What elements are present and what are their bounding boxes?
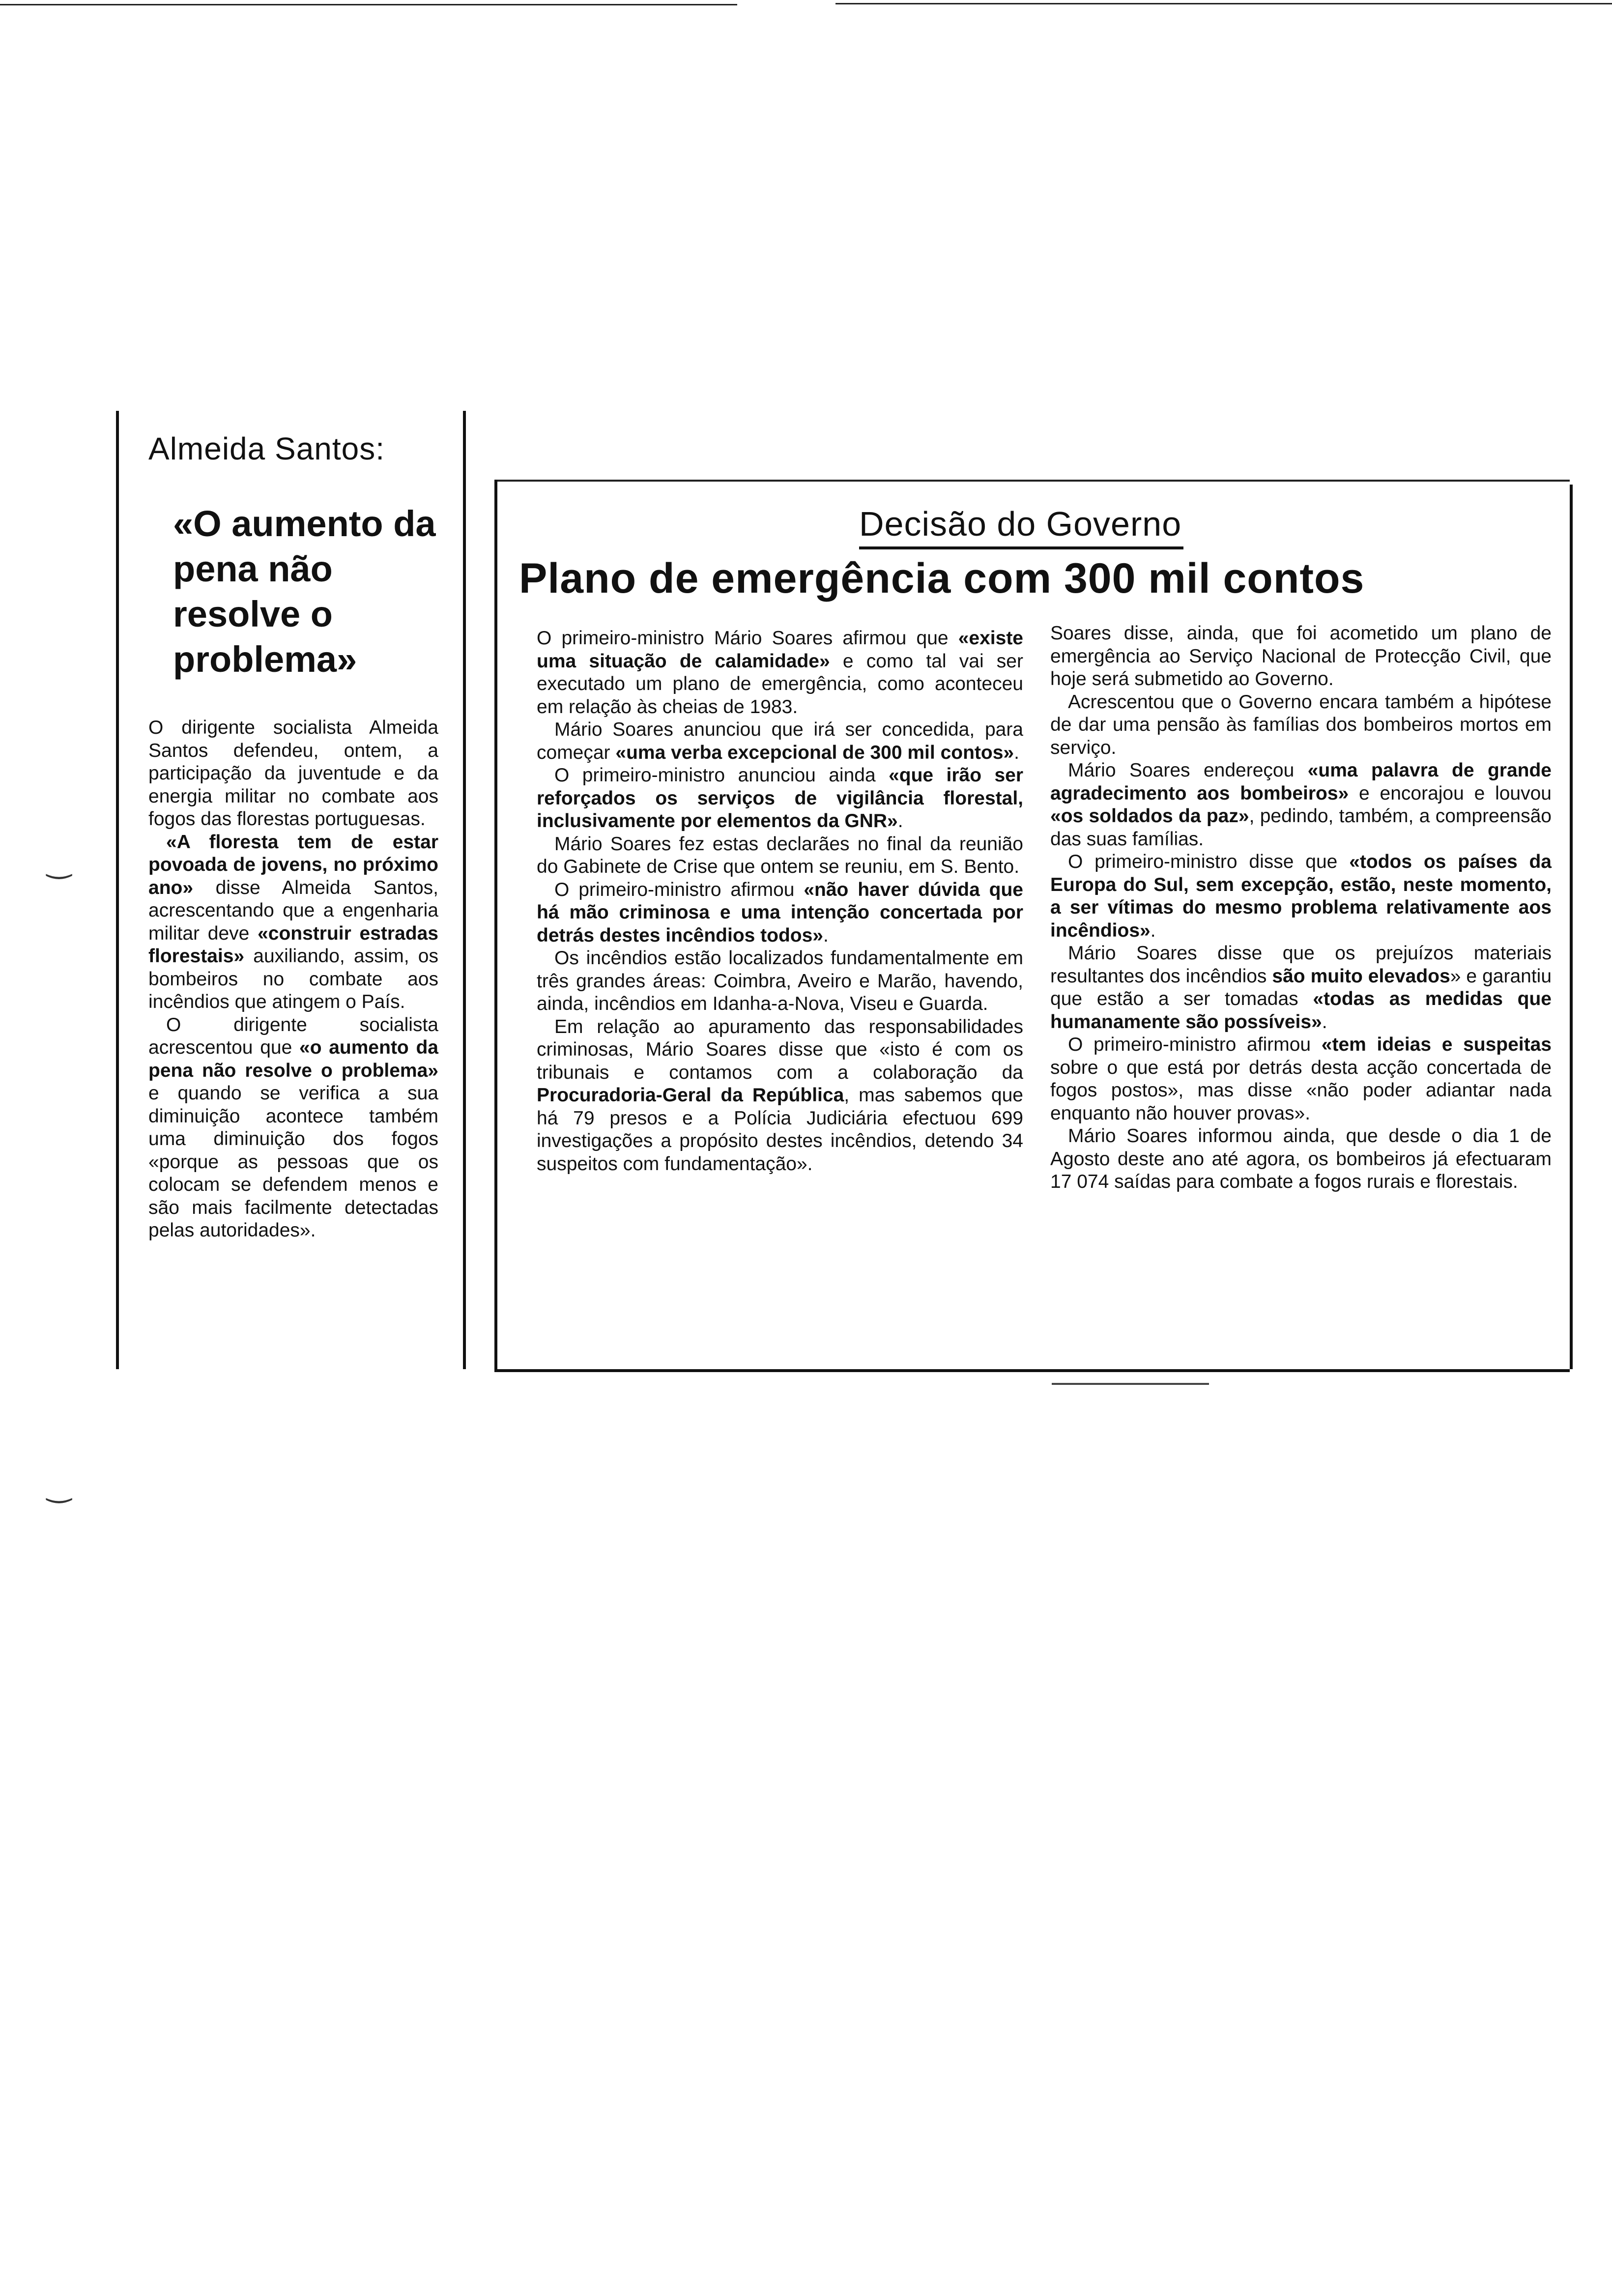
bold-quote: «existe uma situação de calamidade»: [537, 628, 1023, 672]
bold-quote: «os soldados da paz»: [1050, 805, 1249, 827]
text-run: O primeiro-ministro afirmou: [1068, 1034, 1322, 1055]
main-article-col1-paragraph: [537, 947, 1023, 1016]
main-article-col2-paragraph: [1050, 1033, 1552, 1125]
text-run: O primeiro-ministro Mário Soares afirmou que: [537, 628, 958, 649]
main-article-kicker-underline: [859, 546, 1183, 549]
left-article-kicker: Almeida Santos:: [148, 431, 385, 466]
text-run: .: [897, 810, 903, 832]
main-article-col1-paragraph: [537, 764, 1023, 833]
text-run: Soares disse, ainda, que foi acometido um plano de emergência ao Serviço Nacional de Protecção Civil, que hoje será submetido ao Governo.: [1050, 623, 1552, 689]
text-run: e quando se verifica a sua diminuição acontece também uma diminuição dos fogos «porque as pessoas que os colocam se defendem menos e são mais facilmente detectadas pelas autoridades».: [148, 1083, 438, 1241]
scan-mark-left-1: ‿: [47, 845, 71, 880]
text-run: » e garantiu que estão a ser tomadas: [1050, 965, 1552, 1009]
left-article-content: [148, 430, 438, 1242]
main-article-col1-paragraph: [537, 627, 1023, 718]
text-run: Em relação ao apuramento das responsabilidades criminosas, Mário Soares disse que «isto é com os tribunais e contamos com a colaboração da: [537, 1016, 1023, 1083]
bold-quote: Procuradoria-Geral da República: [537, 1085, 844, 1106]
text-run: O primeiro-ministro disse que: [1068, 851, 1350, 872]
text-run: Acrescentou que o Governo encara também a hipótese de dar uma pensão às famílias dos bombeiros mortos em serviço.: [1050, 691, 1552, 758]
main-article-col1-paragraph: [537, 833, 1023, 879]
main-article-col1-paragraph: [537, 879, 1023, 947]
bold-quote: «todos os países da Europa do Sul, sem excepção, estão, neste momento, a ser vítimas do mesmo problema relativamente aos incêndios»: [1050, 851, 1552, 941]
main-article-col2-paragraph: [1050, 691, 1552, 760]
left-article-headline: «O aumento da pena não resolve o problema»: [173, 503, 436, 680]
main-article-headline: Plano de emergência com 300 mil contos: [519, 555, 1365, 602]
text-run: e como tal vai ser executado um plano de emergência, como aconteceu em relação às cheias de 1983.: [537, 650, 1023, 718]
main-article-col2-paragraph: [1050, 1125, 1552, 1194]
top-edge-rule-left: [0, 4, 737, 5]
main-article-right-rule: [1570, 485, 1573, 1369]
main-article-box: [494, 480, 1570, 1372]
left-article-body: [148, 717, 438, 1242]
main-article-col2-paragraph: [1050, 851, 1552, 942]
text-run: , mas sabemos que há 79 presos e a Polícia Judiciária efectuou 699 investigações a propósito destes incêndios, detendo 34 suspeitos com fundamentação».: [537, 1085, 1024, 1175]
text-run: Mário Soares disse que os prejuízos materiais resultantes dos incêndios: [1050, 943, 1552, 987]
bottom-rule: [1052, 1383, 1209, 1385]
top-edge-rule-right: [835, 3, 1612, 4]
bold-quote: «que irão ser reforçados os serviços de vigilância florestal, inclusivamente por elementos da GNR»: [537, 765, 1024, 832]
text-run: O primeiro-ministro anunciou ainda: [554, 765, 889, 786]
main-article-kicker: Decisão do Governo: [859, 505, 1182, 543]
bold-quote: são muito elevados: [1272, 965, 1450, 987]
text-run: .: [1014, 742, 1019, 763]
left-article-paragraph: [148, 831, 438, 1014]
main-article-col2-paragraph: [1050, 759, 1552, 851]
bold-quote: «uma verba excepcional de 300 mil contos»: [615, 742, 1014, 763]
bold-quote: «tem ideias e suspeitas: [1321, 1034, 1552, 1055]
text-run: Mário Soares endereçou: [1068, 760, 1308, 781]
main-article-col2-paragraph: [1050, 622, 1552, 691]
main-article-col2-paragraph: [1050, 942, 1552, 1033]
text-run: , pedindo, também, a compreensão das suas famílias.: [1050, 805, 1552, 850]
text-run: .: [1322, 1011, 1327, 1033]
text-run: disse Almeida Santos, acrescentando que a engenharia militar deve: [148, 877, 438, 944]
bold-quote: «construir estradas florestais»: [148, 922, 438, 967]
text-run: e encorajou e louvou: [1349, 782, 1552, 804]
bold-quote: «não haver dúvida que há mão criminosa e uma intenção concertada por detrás destes incêndios todos»: [537, 879, 1023, 946]
text-run: auxiliando, assim, os bombeiros no combate aos incêndios que atingem o País.: [148, 946, 438, 1012]
main-article-column-1: [537, 627, 1023, 1176]
text-run: Mário Soares anunciou que irá ser concedida, para começar: [537, 719, 1023, 763]
text-run: O dirigente socialista acrescentou que: [148, 1014, 438, 1058]
bold-quote: «o aumento da pena não resolve o problema»: [148, 1037, 438, 1081]
bold-quote: «A floresta tem de estar povoada de jovens, no próximo ano»: [148, 831, 438, 898]
scan-mark-left-2: ‿: [47, 1469, 71, 1504]
main-article-col1-paragraph: [537, 718, 1023, 764]
left-article-box: [116, 411, 466, 1369]
text-run: .: [823, 924, 829, 946]
bold-quote: «uma palavra de grande agradecimento aos bombeiros»: [1050, 760, 1552, 804]
main-article-column-2: [1050, 622, 1552, 1194]
text-run: Os incêndios estão localizados fundamentalmente em três grandes áreas: Coimbra, Aveiro e Marão, havendo, ainda, incêndios em Idanha-a-Nova, Viseu e Guarda.: [537, 947, 1023, 1014]
main-article-col1-paragraph: [537, 1016, 1023, 1176]
text-run: Mário Soares fez estas declarães no final da reunião do Gabinete de Crise que ontem se reuniu, em S. Bento.: [537, 833, 1023, 877]
text-run: Mário Soares informou ainda, que desde o dia 1 de Agosto deste ano até agora, os bombeiros já efectuaram 17 074 saídas para combate a fogos rurais e florestais.: [1050, 1125, 1552, 1192]
text-run: O dirigente socialista Almeida Santos defendeu, ontem, a participação da juventude e da energia militar no combate aos fogos das florestas portuguesas.: [148, 717, 438, 830]
main-article-top-rule: [497, 480, 1570, 482]
left-article-paragraph: [148, 717, 438, 831]
left-article-paragraph: [148, 1014, 438, 1242]
text-run: .: [1150, 919, 1156, 941]
bold-quote: «todas as medidas que humanamente são possíveis»: [1050, 988, 1552, 1033]
text-run: O primeiro-ministro afirmou: [554, 879, 804, 900]
text-run: sobre o que está por detrás desta acção concertada de fogos postos», mas disse «não poder adiantar nada enquanto não houver provas».: [1050, 1057, 1552, 1124]
